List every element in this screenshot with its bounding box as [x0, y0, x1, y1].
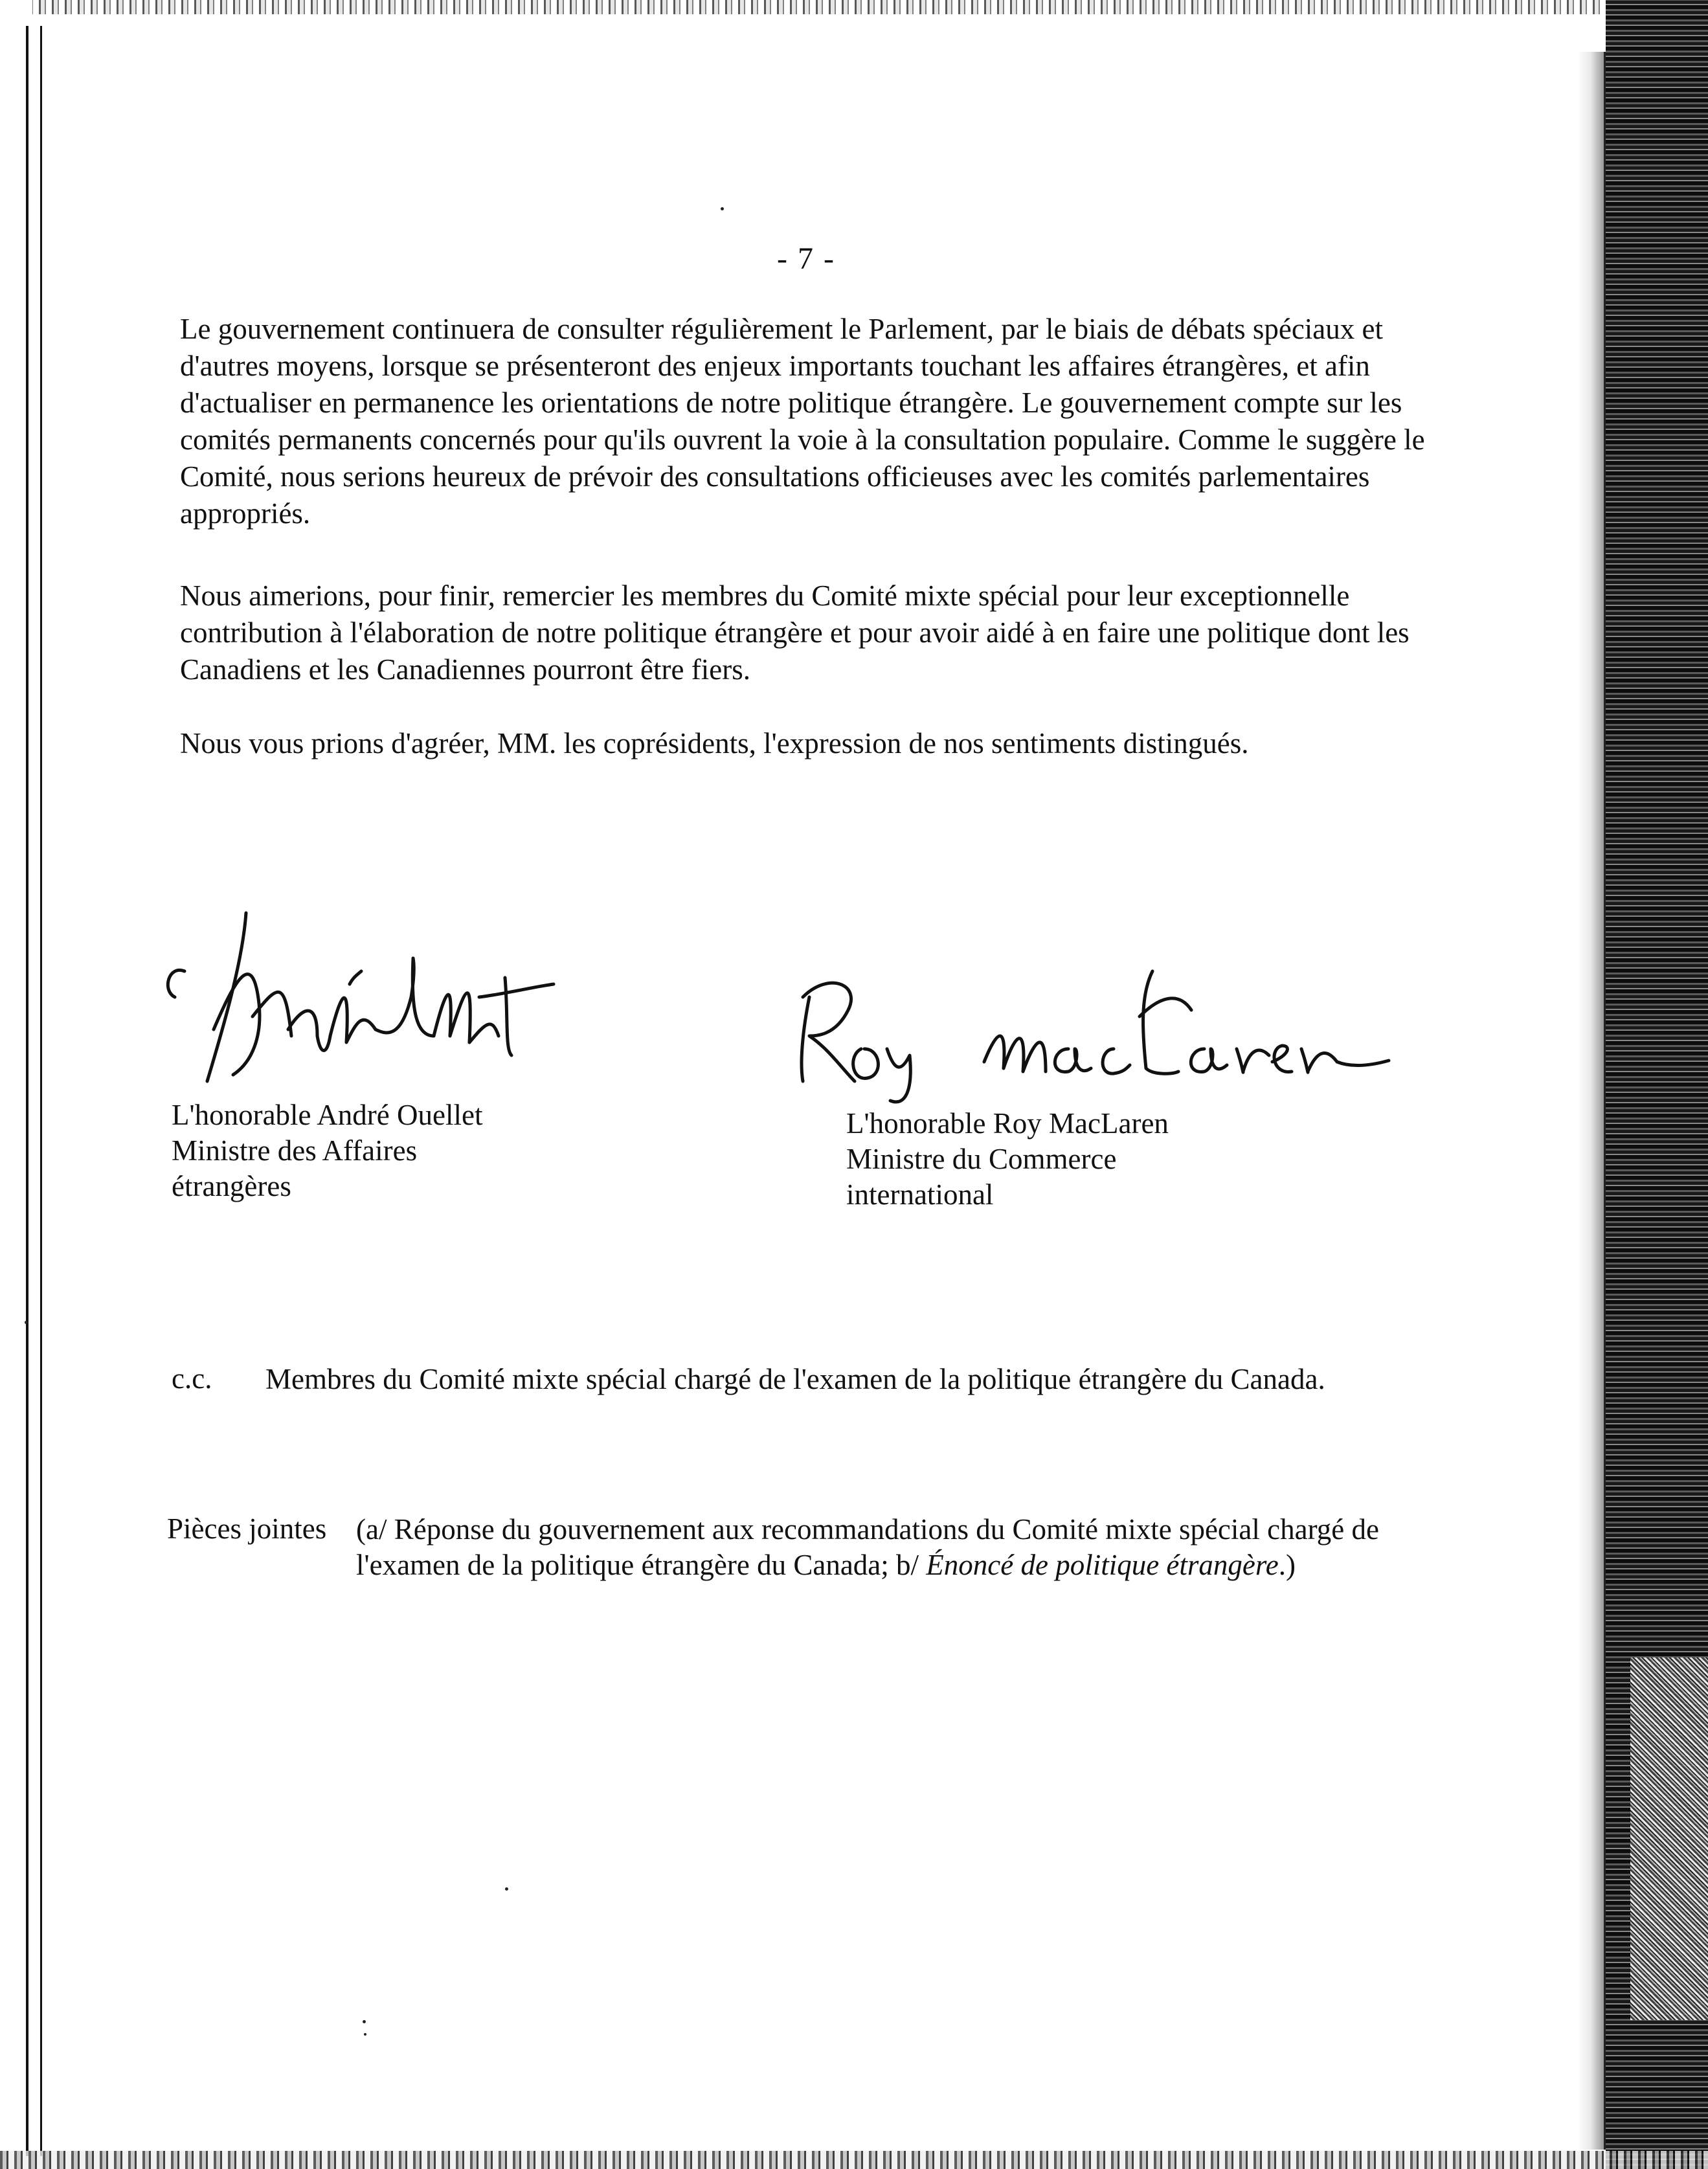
signer-title: étrangères: [172, 1170, 291, 1202]
signer-name: L'honorable André Ouellet: [172, 1099, 483, 1131]
enclosures-text-part: .): [1278, 1549, 1296, 1581]
enclosures-text-part: (a/ Réponse du gouvernement aux recommandations du Comité mixte spécial chargé de l'examen de la politique étrangère du Canada; b/: [356, 1513, 1379, 1581]
cc-text: Membres du Comité mixte spécial chargé de l'examen de la politique étrangère du Canada.: [265, 1363, 1325, 1395]
signer-title: Ministre du Commerce: [846, 1143, 1117, 1175]
scan-noise: [1630, 1658, 1708, 2020]
signer-name: L'honorable Roy MacLaren: [846, 1107, 1169, 1140]
signature-maclaren: [790, 958, 1392, 1107]
page-curl: [1578, 52, 1606, 2150]
signer-title: Ministre des Affaires: [172, 1134, 418, 1167]
binding-line: [26, 26, 28, 2156]
signer-block-maclaren: [846, 1106, 1169, 1213]
signer-title: international: [846, 1178, 994, 1211]
enclosures-label: Pièces jointes: [167, 1512, 327, 1545]
scan-edge-bottom: [0, 2151, 1708, 2169]
enclosures-title-italic: Énoncé de politique étrangère: [926, 1549, 1279, 1581]
cc-label: c.c.: [172, 1362, 212, 1395]
scan-speck: [364, 2033, 366, 2036]
scan-edge-top: [0, 0, 1708, 14]
enclosures-text: [356, 1512, 1418, 1583]
signer-block-ouellet: [172, 1097, 482, 1204]
closing-paragraph: Nous vous prions d'agréer, MM. les coprésidents, l'expression de nos sentiments distingués.: [180, 727, 1249, 759]
body-paragraph: Le gouvernement continuera de consulter régulièrement le Parlement, par le biais de débats spéciaux et d'autres moyens, lorsque se présenteront des enjeux importants touchant les affaires étrangères, et afin d'actualiser en permanence les orientations de notre politique étrangère. Le gouvernement compte sur les comités permanents concernés pour qu'ils ouvrent la voie à la consultation populaire. Comme le suggère le Comité, nous serions heureux de prévoir des consultations officieuses avec les comités parlementaires appropriés.: [180, 313, 1425, 530]
scan-speck: [25, 1321, 28, 1324]
scan-speck: [505, 1887, 508, 1891]
scan-speck: [363, 2020, 366, 2023]
body-paragraph: Nous aimerions, pour finir, remercier les membres du Comité mixte spécial pour leur exceptionnelle contribution à l'élaboration de notre politique étrangère et pour avoir aidé à en faire une politique dont les Canadiens et les Canadiennes pourront être fiers.: [180, 579, 1410, 686]
scan-speck: [721, 207, 724, 210]
binding-line: [40, 26, 42, 2156]
page-number: - 7 -: [777, 242, 835, 276]
signature-ouellet: [155, 906, 557, 1094]
